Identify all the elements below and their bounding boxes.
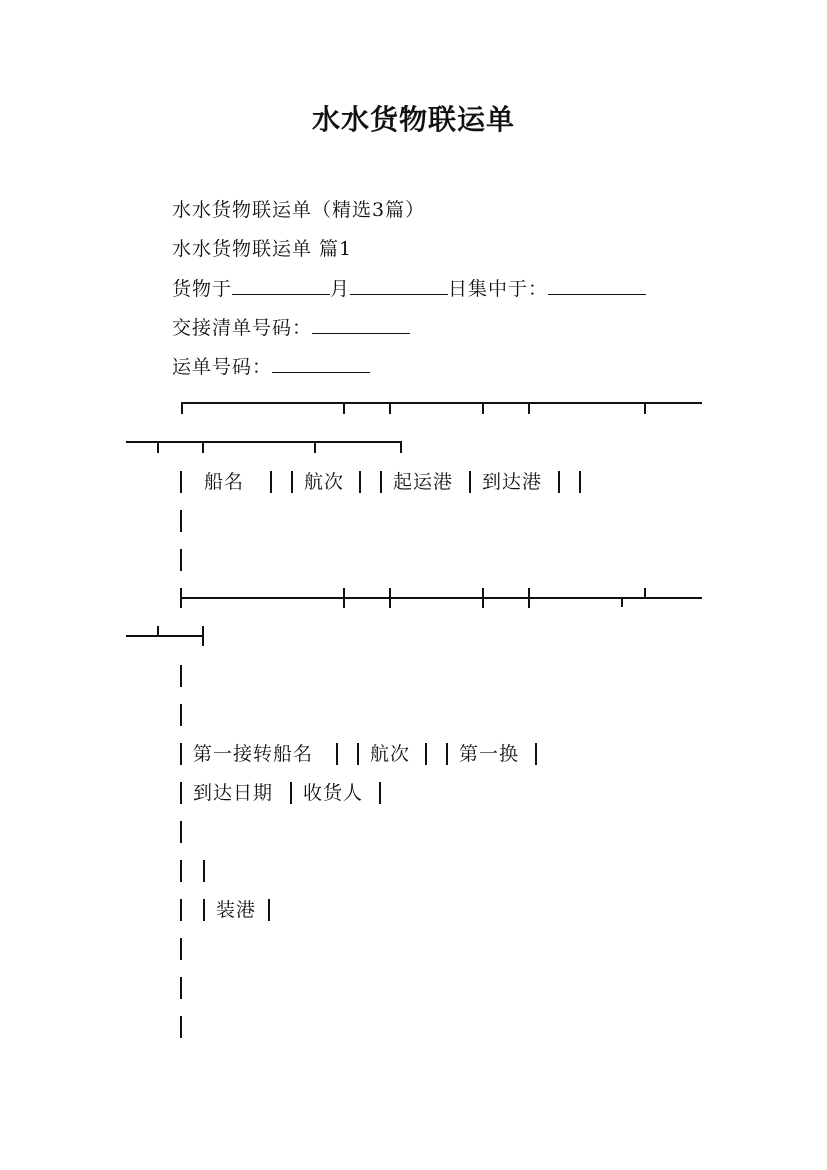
table-left-border: [180, 704, 182, 726]
waybill-number-label: 运单号码：: [172, 356, 273, 378]
handover-number-blank[interactable]: [312, 315, 410, 334]
handover-number-label: 交接清单号码：: [172, 317, 313, 339]
ship-name-header: 船名: [204, 471, 245, 493]
departure-port-header: 起运港: [393, 471, 454, 493]
collect-location-blank[interactable]: [548, 276, 646, 295]
table-left-border: [180, 549, 182, 571]
loading-port-header: 装港: [216, 899, 257, 921]
table-left-border: [180, 1016, 182, 1038]
consignee-header: 收货人: [303, 782, 364, 804]
goods-at-label: 货物于: [172, 278, 233, 300]
day-blank[interactable]: [350, 276, 448, 295]
document-subtitle: 水水货物联运单（精选3篇）: [172, 199, 426, 221]
table-left-border: [180, 821, 182, 843]
waybill-number-blank[interactable]: [272, 354, 370, 373]
second-voyage-header: 航次: [370, 743, 411, 765]
goods-date-line: [172, 276, 646, 301]
table-left-border: [180, 510, 182, 532]
handover-number-line: [172, 315, 410, 340]
arrival-date-header: 到达日期: [193, 782, 274, 804]
voyage-header: 航次: [304, 471, 345, 493]
table-left-border: [180, 665, 182, 687]
first-transship-header: 第一换: [459, 743, 520, 765]
table-left-border: [180, 938, 182, 960]
arrival-port-header: 到达港: [482, 471, 543, 493]
first-transfer-ship-header: 第一接转船名: [193, 743, 314, 765]
waybill-number-line: [172, 354, 370, 379]
month-blank[interactable]: [232, 276, 330, 295]
day-collect-label: 日集中于：: [448, 278, 549, 300]
section-heading: 水水货物联运单 篇1: [172, 238, 353, 260]
month-label: 月: [330, 278, 351, 300]
table-left-border: [180, 977, 182, 999]
page-title: 水水货物联运单: [311, 103, 515, 136]
